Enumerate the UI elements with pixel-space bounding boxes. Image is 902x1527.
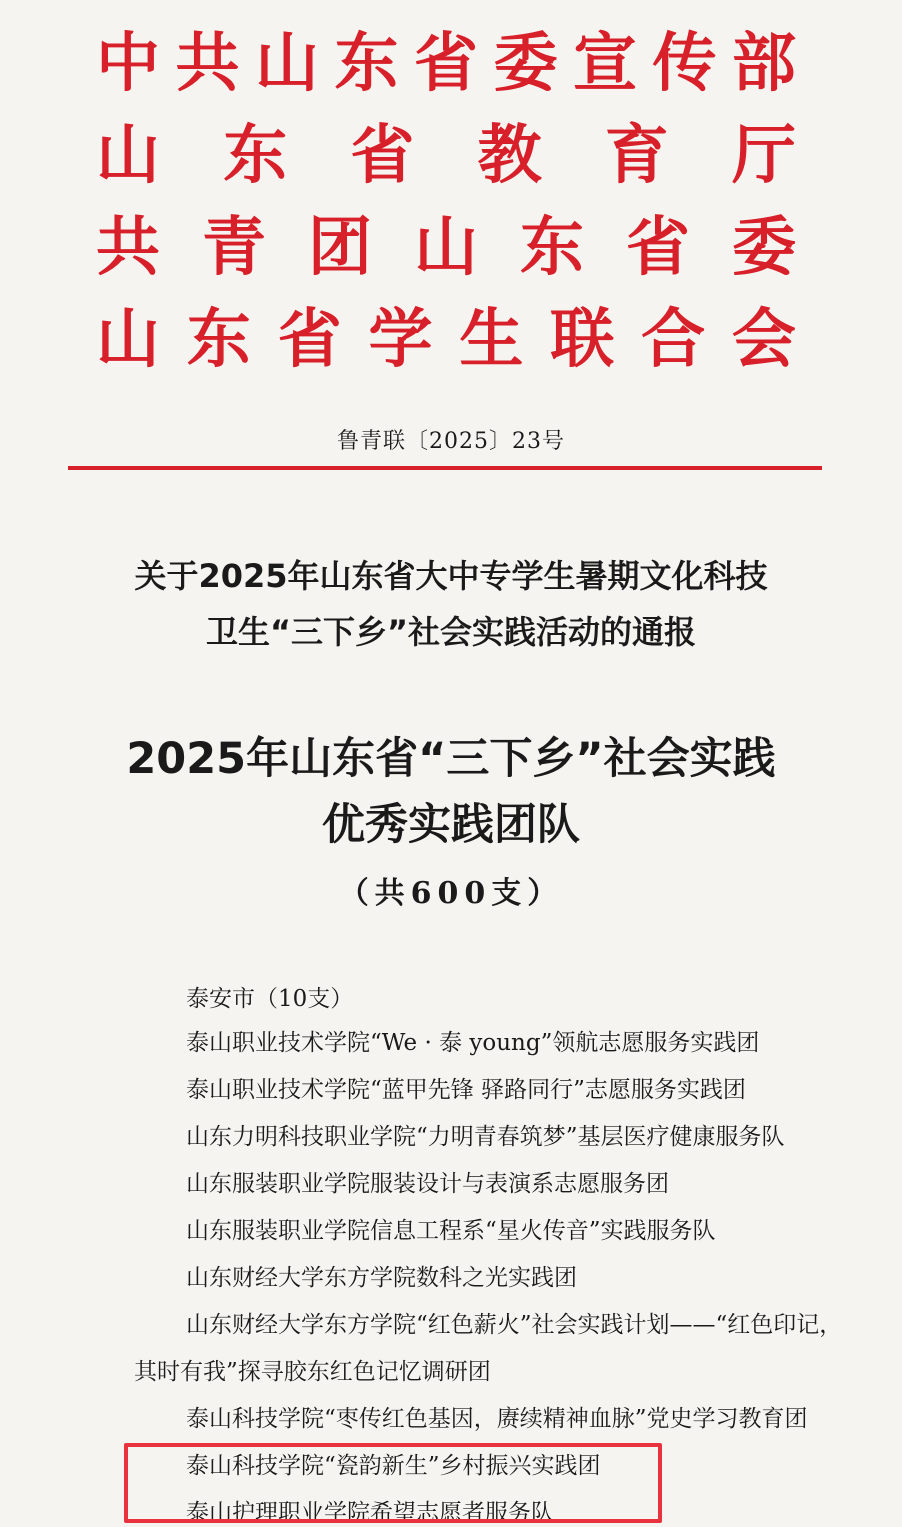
issuer-character: 青: [202, 211, 266, 285]
list-item: 泰山职业技术学院“蓝甲先锋 驿路同行”志愿服务实践团: [186, 1077, 746, 1103]
issuer-character: 山: [96, 119, 160, 193]
issuer-character: 委: [493, 27, 558, 101]
issuer-character: 学: [368, 303, 433, 377]
document-title-line-1: 关于2025年山东省大中专学生暑期文化科技: [134, 557, 768, 595]
issuing-organizations: [96, 18, 796, 386]
issuer-character: 山: [96, 303, 160, 377]
document-title: [0, 548, 902, 660]
list-title-line-2: 优秀实践团队: [322, 800, 580, 850]
list-item: 山东财经大学东方学院数科之光实践团: [186, 1265, 577, 1291]
issuer-character: 联: [550, 303, 615, 377]
issuer-character: 共: [96, 211, 160, 285]
list-item: 山东财经大学东方学院“红色薪火”社会实践计划——“红色印记，其时有我”探寻胶东红色记忆调研团: [134, 1312, 843, 1385]
issuer-character: 省: [626, 211, 690, 285]
issuer-character: 委: [732, 211, 796, 285]
issuer-character: 省: [277, 303, 342, 377]
issuer-line: [96, 110, 796, 202]
highlight-annotation-box: [124, 1443, 662, 1523]
red-divider-line: [68, 466, 822, 470]
list-item: 泰山科技学院“瓷韵新生”乡村振兴实践团: [186, 1453, 601, 1479]
issuer-character: 山: [255, 27, 319, 101]
issuer-character: 中: [96, 27, 160, 101]
issuer-line: [96, 18, 796, 110]
issuer-line: [96, 202, 796, 294]
city-heading: 泰安市（10支）: [186, 986, 354, 1012]
issuer-character: 东: [520, 211, 584, 285]
issuer-character: 教: [477, 119, 542, 193]
issuer-character: 宣: [573, 27, 637, 101]
list-title: [0, 726, 902, 858]
document-title-line-2: 卫生“三下乡”社会实践活动的通报: [205, 613, 697, 651]
issuer-character: 省: [414, 27, 478, 101]
list-item: 山东力明科技职业学院“力明青春筑梦”基层医疗健康服务队: [186, 1124, 785, 1150]
team-count: （共600支）: [338, 876, 564, 911]
issuer-character: 东: [186, 303, 251, 377]
document-number: 鲁青联〔2025〕23号: [337, 429, 565, 454]
issuer-character: 生: [459, 303, 524, 377]
issuer-character: 合: [641, 303, 706, 377]
issuer-character: 省: [350, 119, 415, 193]
list-item: 山东服装职业学院信息工程系“星火传音”实践服务队: [186, 1218, 716, 1244]
issuer-character: 东: [223, 119, 288, 193]
issuer-character: 厅: [731, 119, 796, 193]
list-item: 山东服装职业学院服装设计与表演系志愿服务团: [186, 1171, 669, 1197]
issuer-character: 山: [414, 211, 478, 285]
issuer-character: 会: [731, 303, 796, 377]
issuer-character: 部: [732, 27, 796, 101]
list-item: 泰山科技学院“枣传红色基因，赓续精神血脉”党史学习教育团: [186, 1406, 808, 1432]
list-item: 泰山职业技术学院“We · 泰 young”领航志愿服务实践团: [186, 1030, 760, 1056]
issuer-character: 共: [175, 27, 240, 101]
issuer-character: 团: [308, 211, 372, 285]
issuer-character: 传: [652, 27, 717, 101]
issuer-character: 东: [334, 27, 399, 101]
list-item: 泰山护理职业学院希望志愿者服务队: [186, 1500, 554, 1526]
issuer-line: [96, 294, 796, 386]
list-title-line-1: 2025年山东省“三下乡”社会实践: [126, 734, 776, 784]
issuer-character: 育: [604, 119, 669, 193]
